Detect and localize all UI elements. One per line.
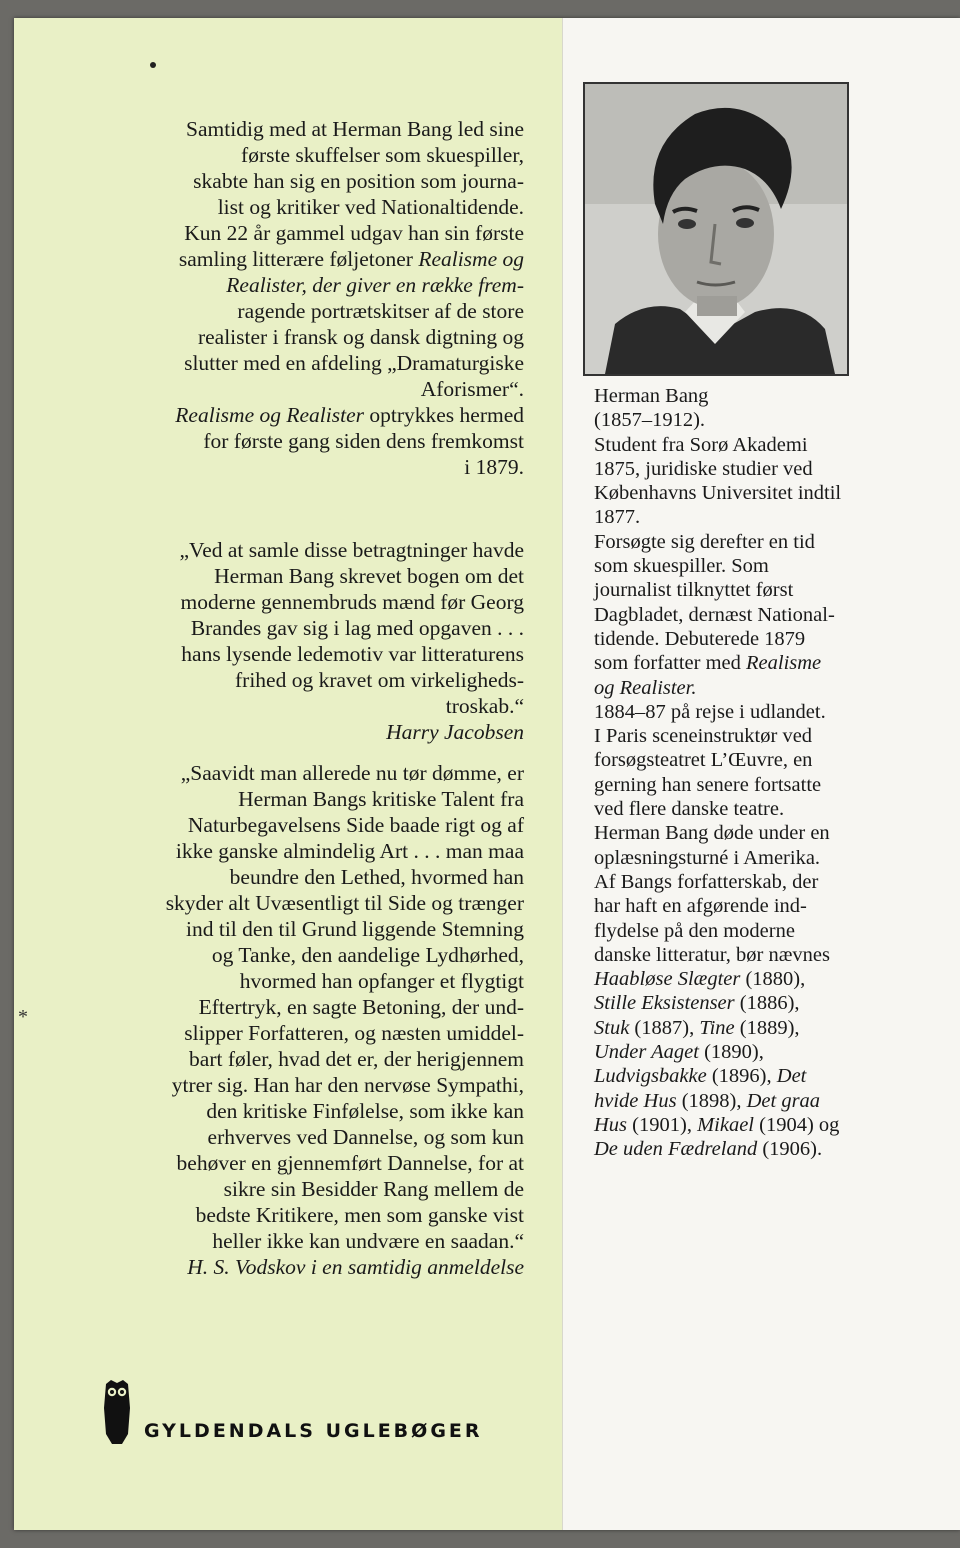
work-entry: Hus (1901), Mikael (1904) og [594, 1113, 840, 1136]
quote-author: Harry Jacobsen [386, 720, 524, 744]
left-panel [14, 18, 562, 1530]
author-portrait [583, 82, 849, 376]
work-entry: Stuk (1887), Tine (1889), [594, 1016, 800, 1039]
work-entry: Under Aaget (1890), [594, 1041, 764, 1064]
publisher-brand [102, 1378, 483, 1446]
owl-logo-icon [102, 1378, 132, 1446]
work-entry: Haabløse Slægter (1880), [594, 968, 806, 991]
margin-mark: * [18, 1006, 28, 1028]
work-entry: Stille Eksistenser (1886), [594, 992, 800, 1015]
author-biography: Herman Bang (1857–1912). Student fra Sorø Akademi 1875, juridiske studier ved Københavns Universitet indtil 1877. Forsøgte sig derefter en tid som skuespiller. Som journalist tilknyttet først Dagbladet, dernæst National- tidende. Debuterede 1879 som forfatter med Realisme og Realister. 1884–87 på rejse i udlandet. I Paris sceneinstruktør ved forsøgsteatret L’Œuvre, en gerning han senere fortsatte ved flere danske teatre. Herman Bang døde under en oplæsningsturné i Amerika. Af Bangs forfatterskab, der har haft en afgørende ind- flydelse på den moderne danske litteratur, bør nævnes Haabløse Slægter (1880), Stille Eksistenser (1886), Stuk (1887), Tine (1889), Under Aaget (1890), Ludvigsbakke (1896), Det hvide Hus (1898), Det graa Hus (1901), Mikael (1904) og De uden Fædreland (1906). [594, 384, 914, 1162]
work-entry: hvide Hus (1898), Det graa [594, 1089, 821, 1112]
quote-jacobsen: „Ved at samle disse betragtninger havde Herman Bang skrevet bogen om det moderne gennembruds mænd før Georg Brandes gav sig i lag med opgaven . . . hans lysende ledemotiv var litteraturens frihed og kravet om virkeligheds- troskab.“ Harry Jacobsen [84, 537, 524, 745]
quote-author: H. S. Vodskov i en samtidig anmeldelse [187, 1255, 524, 1279]
intro-paragraph: Samtidig med at Herman Bang led sine første skuffelser som skuespiller, skabte han sig en position som journa- list og kritiker ved Nationaltidende. Kun 22 år gammel udgav han sin første samling litterære føljetoner Realisme og Realister, der giver en række frem- ragende portrætskitser af de store realister i fransk og dansk digtning og slutter med en afdeling „Dramaturgiske Aforismer“. Realisme og Realister optrykkes hermed for første gang siden dens fremkomst i 1879. [175, 117, 524, 479]
ink-dot [150, 62, 156, 68]
work-entry: De uden Fædreland (1906). [594, 1138, 823, 1161]
portrait-image [585, 84, 847, 374]
publisher-name: GYLDENDALS UGLEBØGER [144, 1420, 483, 1442]
quote-vodskov: „Saavidt man allerede nu tør dømme, er Herman Bangs kritiske Talent fra Naturbegavelsens Side baade rigt og af ikke ganske almindelig Art . . . man maa beundre den Lethed, hvormed han skyder alt Uvæsentligt til Side og trænger ind til den til Grund liggende Stemning og Tanke, den aandelige Lydhørhed, hvormed han opfanger et flygtigt Eftertryk, en sagte Betoning, der und- slipper Forfatteren, og næsten umiddel- bart føler, hvad det er, der herigjennem ytrer sig. Han har den nervøse Sympathi, den kritiske Finfølelse, som ikke kan erhverves ved Dannelse, og som kun behøver en gjennemført Dannelse, for at sikre sin Besidder Rang mellem de bedste Kritikere, men som ganske vist heller ikke kan undvære en saadan.“ H. S. Vodskov i en samtidig anmeldelse [84, 760, 524, 1280]
work-entry: Ludvigsbakke (1896), Det [594, 1065, 807, 1088]
